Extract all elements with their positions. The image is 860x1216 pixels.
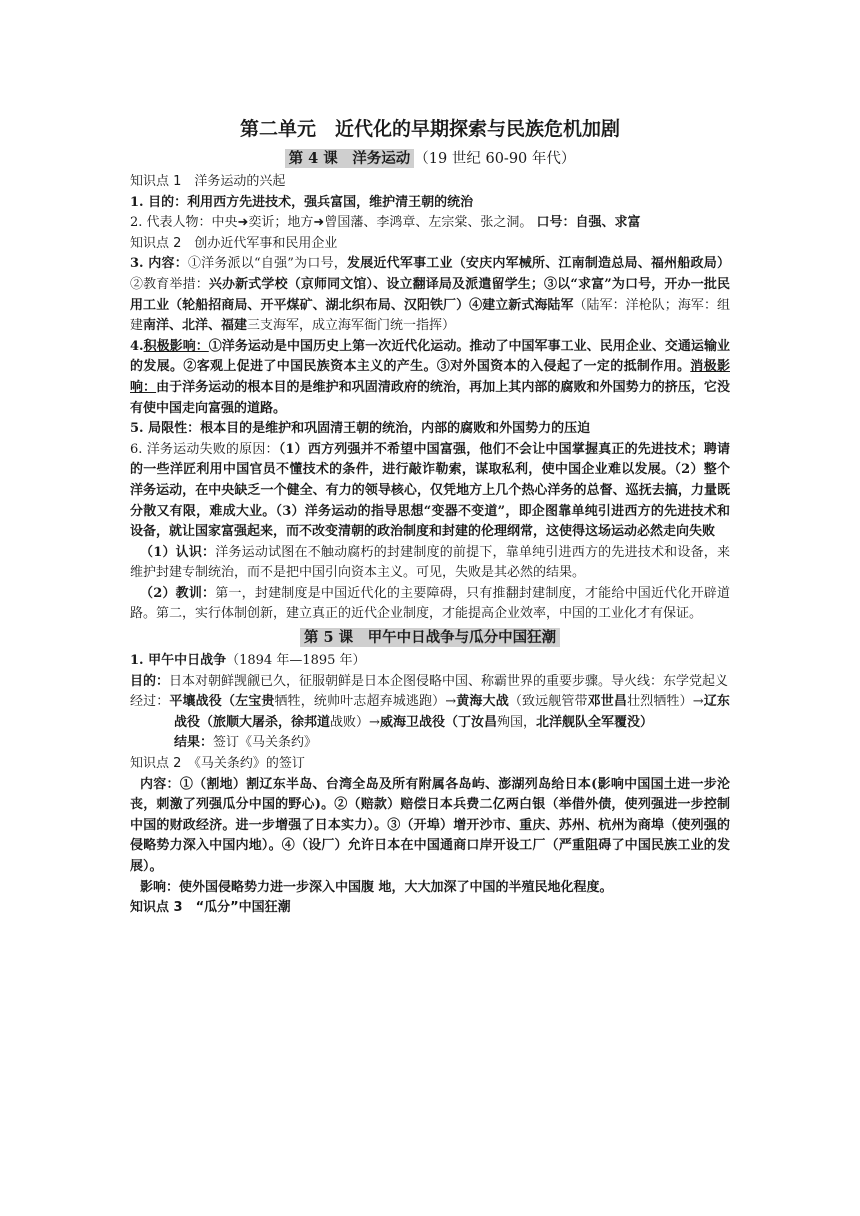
- process-part-6: 邓世昌: [587, 694, 628, 710]
- content-part-6: 南洋、北洋、福建: [143, 318, 248, 334]
- lesson-learned-label: （2）教训：: [140, 585, 216, 601]
- recognition-label: （1）认识：: [140, 544, 216, 560]
- process-part-10: 战败）→: [330, 714, 380, 730]
- process-part-7: 壮烈牺牲）→: [627, 694, 704, 710]
- negative-impact-label: 消极影响：: [130, 359, 730, 395]
- lesson-4-title: 第 4 课 洋务运动: [285, 149, 415, 168]
- battle-pyongyang: 平壤战役: [169, 694, 222, 710]
- effect-label: 影响：: [140, 879, 180, 895]
- content-part-5: （陆军：洋枪队；海军：组建: [130, 297, 730, 334]
- document-body: [130, 116, 730, 919]
- result-text: 签订《马关条约》: [213, 735, 318, 751]
- process-part-14: 北洋舰队全军覆没）: [535, 714, 653, 730]
- content-part-1: ①洋务派以“自强”为口号，: [187, 256, 348, 272]
- failure-paragraph: [130, 440, 730, 543]
- battle-yellow-sea: 黄海大战: [456, 694, 509, 710]
- process-label: 经过：: [130, 694, 170, 710]
- result-label: 结果：: [174, 735, 214, 751]
- limitation-text: 5. 局限性：根本目的是维护和巩固清王朝的统治，内部的腐败和外国势力的压迫: [130, 421, 591, 437]
- impact-paragraph: [130, 337, 730, 419]
- positive-impact-label: 积极影响：: [143, 338, 209, 354]
- unit-title: 第二单元 近代化的早期探索与民族危机加剧: [239, 118, 620, 140]
- representatives-text: 2. 代表人物：中央➜奕䜣；地方➜曾国藩、李鸿章、左宗棠、张之洞。: [130, 215, 533, 231]
- war-years: （1894 年—1895 年）: [226, 653, 366, 669]
- result-paragraph: [130, 733, 730, 754]
- lesson-learned-paragraph: [130, 584, 730, 625]
- positive-impact-text: ①洋务运动是中国历史上第一次近代化运动。推动了中国军事工业、民用企业、交通运输业的发展。②客观上促进了中国民族资本主义的产生。③对外国资本的入侵起了一定的抵制作用。: [130, 338, 730, 375]
- process-part-9: （旅顺大屠杀，徐邦道: [200, 714, 331, 730]
- effect-paragraph: [130, 878, 730, 899]
- lesson-5-header: [130, 627, 730, 649]
- process-part-13: 殉国，: [496, 714, 536, 730]
- goal-paragraph: [130, 672, 730, 693]
- battle-weihaiwei: 威海卫战役: [379, 714, 445, 730]
- war-title: 1. 甲午中日战争: [130, 653, 227, 669]
- lesson-learned-text: 第一，封建制度是中国近代化的主要障碍，只有推翻封建制度，才能给中国近代化开辟道路。第二，实行体制创新，建立真正的近代企业制度，才能提高企业效率，中国的工业化才有保证。: [130, 585, 730, 622]
- slogan-text: 口号：自强、求富: [536, 215, 641, 231]
- lesson-4-period: （19 世纪 60-90 年代）: [414, 151, 576, 167]
- process-part-3: 牺牲，统帅叶志超弃城逃跑）→: [274, 694, 457, 710]
- effect-text: 使外国侵略势力进一步深入中国腹 地，大大加深了中国的半殖民地化程度。: [179, 879, 613, 895]
- recognition-text: 洋务运动试图在不触动腐朽的封建制度的前提下，靠单纯引进西方的先进技术和设备，来维护封建专制统治，而不是把中国引向资本主义。可见，失败是其必然的结果。: [130, 544, 730, 581]
- lesson-4-header: [130, 148, 730, 170]
- process-part-5: （致远舰管带: [508, 694, 588, 710]
- purpose-text: 1. 目的：利用西方先进技术，强兵富国，维护清王朝的统治: [130, 194, 474, 210]
- process-paragraph: [130, 692, 730, 733]
- representatives-line: [130, 213, 730, 234]
- knowledge-point-2-title: 知识点 2 创办近代军事和民用企业: [130, 235, 338, 251]
- content-paragraph: [130, 254, 730, 336]
- content-label: 3. 内容：: [130, 256, 188, 272]
- battle-liaodong: 辽东战役: [174, 694, 730, 730]
- content-part-7: 三支海军，成立海军衙门统一指挥）: [247, 318, 456, 334]
- content-part-4: 兴办新式学校（京师同文馆）、设立翻译局及派遣留学生；③以“求富”为口号，开办一批民用工业（轮船招商局、开平煤矿、湖北织布局、汉阳铁厂）④建立新式海陆军: [130, 276, 730, 313]
- treaty-paragraph: [130, 775, 730, 878]
- recognition-paragraph: [130, 543, 730, 584]
- goal-label: 目的：: [130, 673, 170, 689]
- failure-text: （1）西方列强并不希望中国富强，他们不会让中国掌握真正的先进技术；聘请的一些洋匠利用中国官员不懂技术的条件，进行敲诈勒索，谋取私利，使中国企业难以发展。（2）整个洋务运动，在中央缺乏一个健全、有力的领导核心，仅凭地方上几个热心洋务的总督、巡抚去搞，力量既分散又有限，难成大业。（3）洋务运动的指导思想“变器不变道”，即企图靠单纯引进西方的先进技术和设备，就让国家富强起来，而不改变清朝的政治制度和封建的伦理纲常，这使得这场运动必然走向失败: [130, 441, 730, 540]
- content-part-3: ②教育举措：: [130, 276, 209, 292]
- knowledge-point-3-title: 知识点 3 “瓜分”中国狂潮: [130, 900, 291, 916]
- content-part-2: 发展近代军事工业（安庆内军械所、江南制造总局、福州船政局）: [347, 256, 730, 272]
- process-part-2: （左宝贵: [221, 694, 275, 710]
- lesson-5-title: 第 5 课 甲午中日战争与瓜分中国狂潮: [300, 628, 560, 647]
- negative-impact-text: 由于洋务运动的根本目的是维护和巩固清政府的统治，再加上其内部的腐败和外国势力的挤压，它没有使中国走向富强的道路。: [130, 379, 730, 416]
- knowledge-point-1-title: 知识点 1 洋务运动的兴起: [130, 174, 286, 189]
- treaty-text: ①（割地）割辽东半岛、台湾全岛及所有附属各岛屿、澎湖列岛给日本(影响中国国土进一步沦丧，刺激了列强瓜分中国的野心)。②（赔款）赔偿日本兵费二亿两白银（举借外债，使列强进一步控制中国的财政经济。进一步增强了日本实力）。③（开埠）增开沙市、重庆、苏州、杭州为商埠（使列强的侵略势力深入中国内地）。④（设厂）允许日本在中国通商口岸开设工厂（严重阻碍了中国民族工业的发展）。: [130, 776, 730, 874]
- impact-label: 4.: [130, 338, 144, 354]
- treaty-label: 内容：: [140, 776, 180, 792]
- goal-text: 日本对朝鲜觊觎已久，征服朝鲜是日本企图侵略中国、称霸世界的重要步骤。导火线：东学党起义: [169, 673, 729, 689]
- war-heading: [130, 651, 730, 672]
- failure-label: 6. 洋务运动失败的原因：: [130, 441, 279, 457]
- knowledge-point-2-treaty-title: 知识点 2 《马关条约》的签订: [130, 756, 305, 772]
- process-part-12: （丁汝昌: [444, 714, 497, 730]
